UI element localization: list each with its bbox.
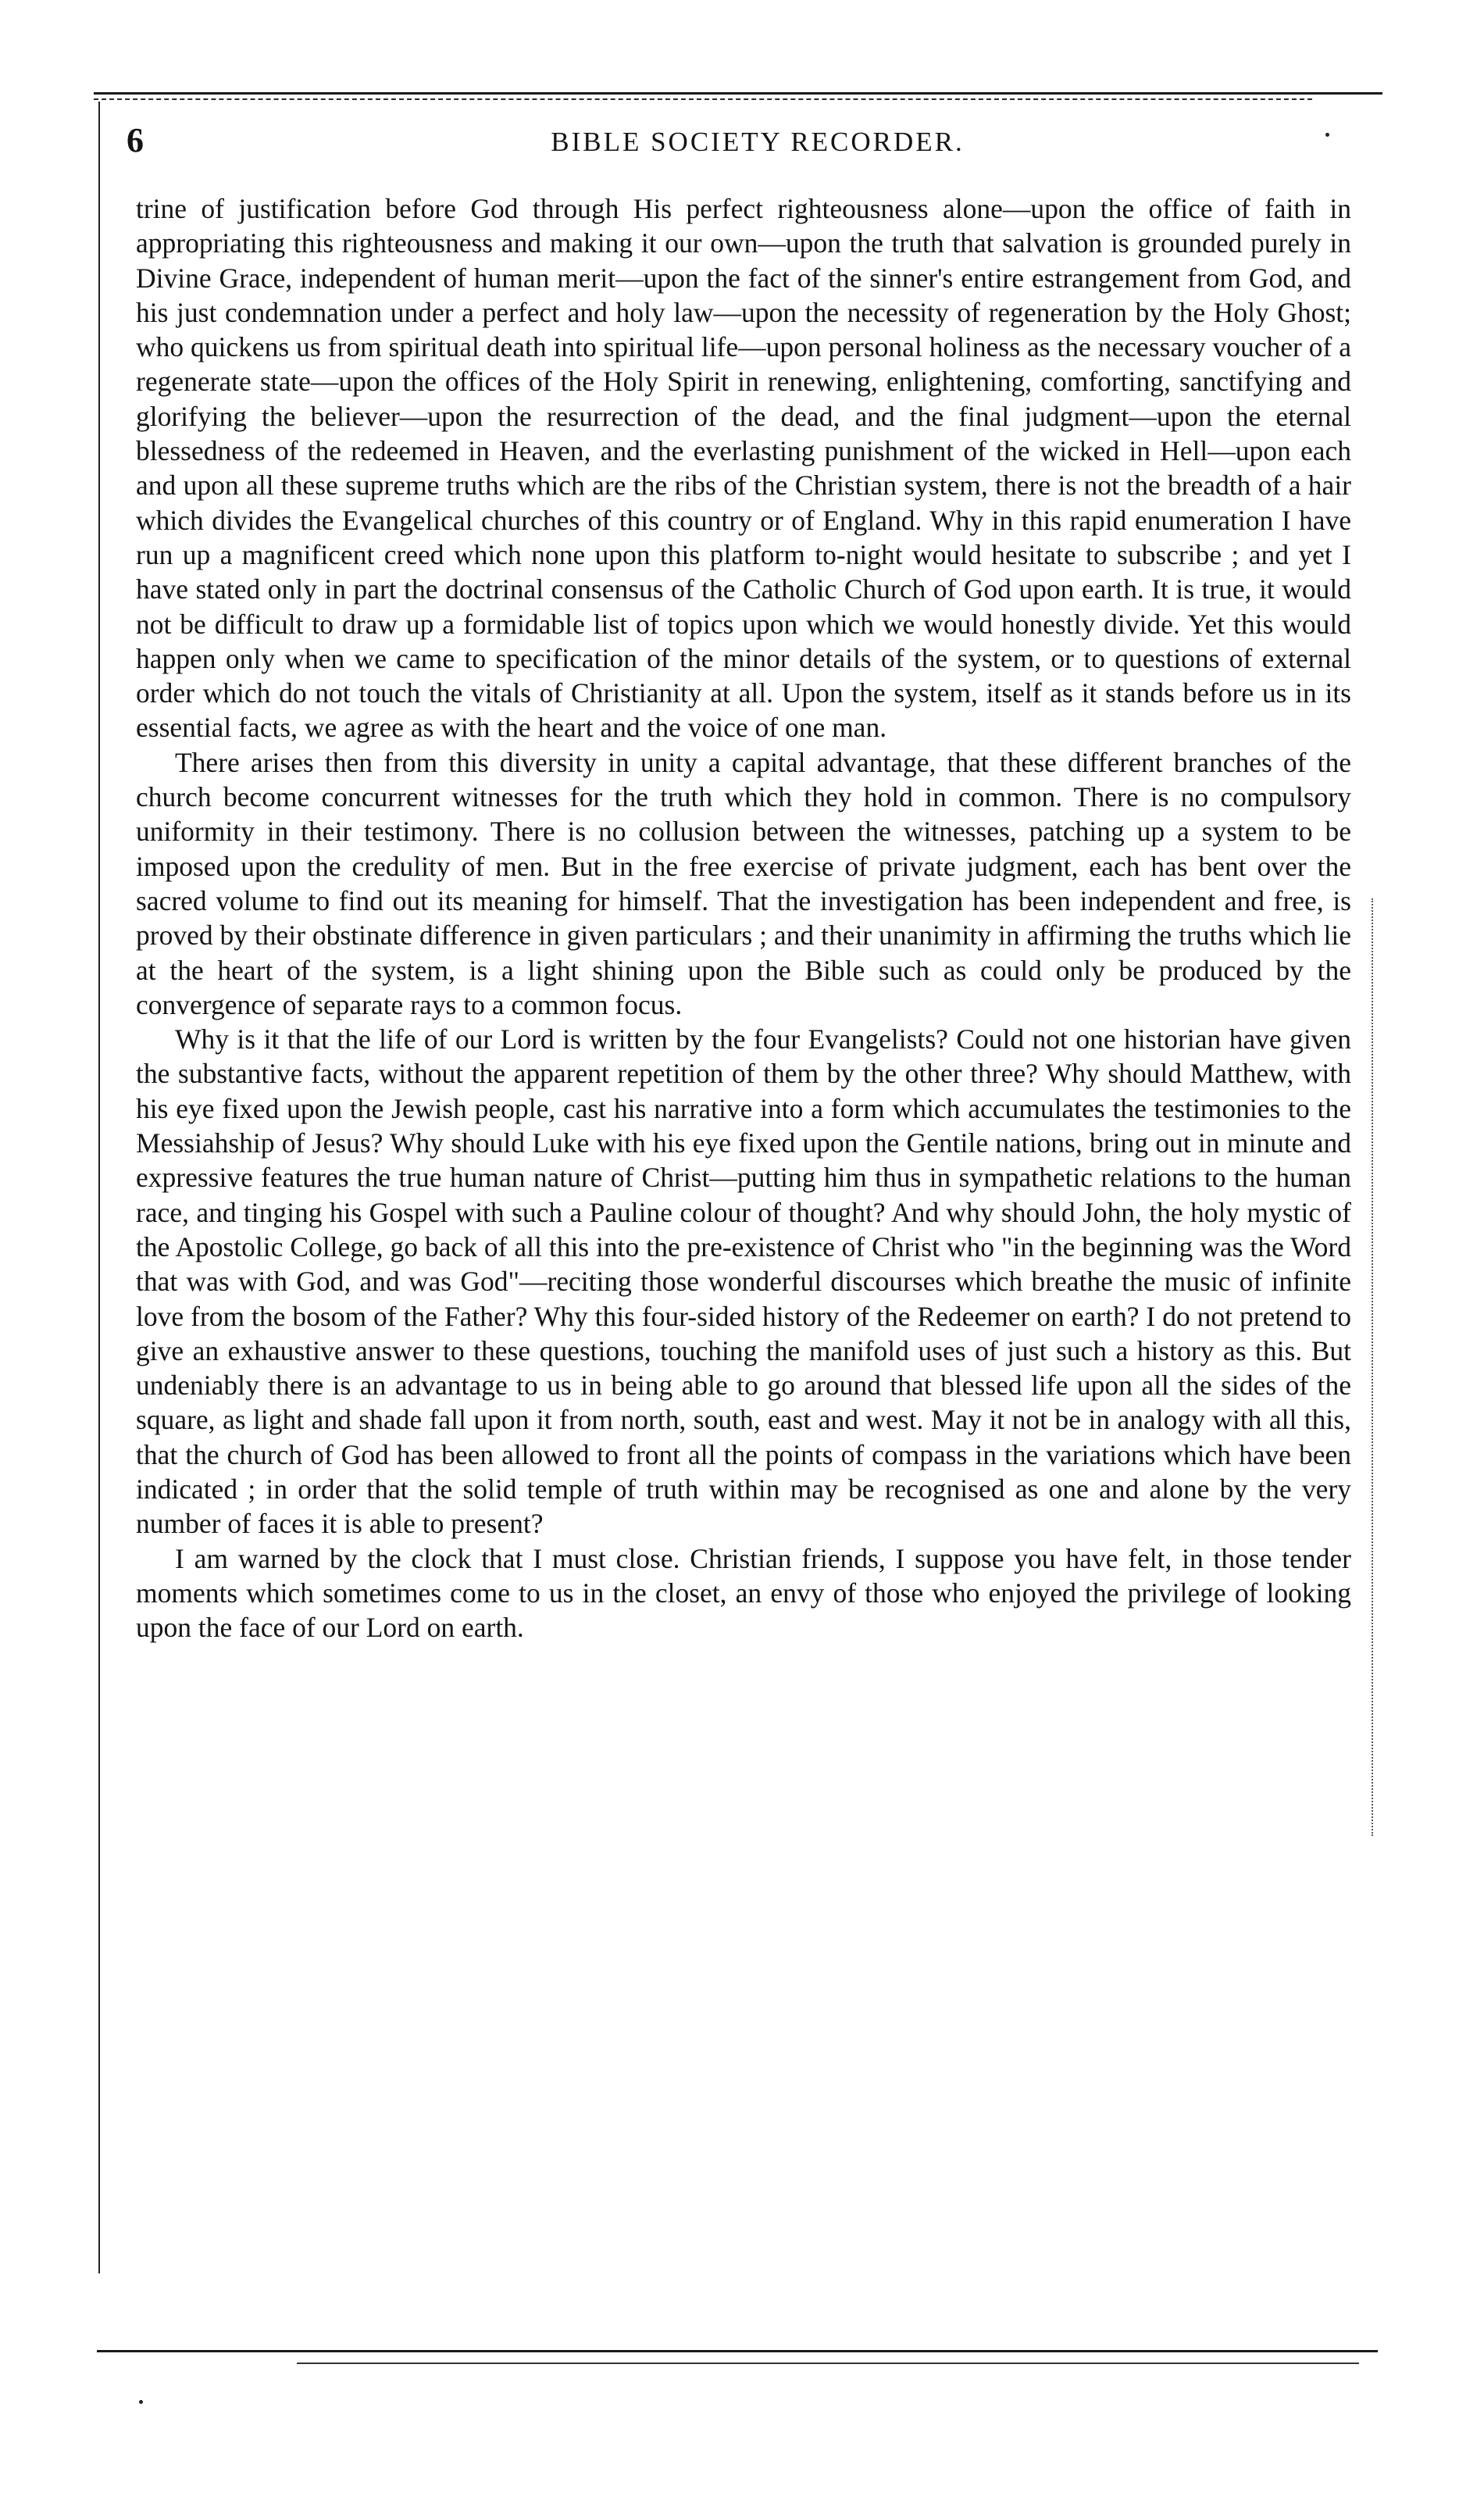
paragraph-1: trine of justification before God through His perfect righteousness alone—upon the office of faith in appropriating this righteousness and making it our own—upon the truth that salvation is grounded purely in Divine Grace, independent of human merit—upon the fact of the sinner's entire estrangement from God, and his just condemnation under a perfect and holy law—upon the necessity of regeneration by the Holy Ghost; who quickens us from spiritual death into spiritual life—upon personal holiness as the necessary voucher of a regenerate state—upon the offices of the Holy Spirit in renewing, enlightening, comforting, sanctifying and glorifying the believer—upon the resurrection of the dead, and the final judgment—upon the eternal blessedness of the redeemed in Heaven, and the everlasting punishment of the wicked in Hell—upon each and upon all these supreme truths which are the ribs of the Christian system, there is not the breadth of a hair which divides the Evangelical churches of this country or of England. Why in this rapid enumeration I have run up a magnificent creed which none upon this platform to-night would hesitate to subscribe ; and yet I have stated only in part the doctrinal consensus of the Catholic Church of God upon earth. It is true, it would not be difficult to draw up a formidable list of topics upon which we would honestly divide. Yet this would happen only when we came to specification of the minor details of the system, or to questions of external order which do not touch the vitals of Christianity at all. Upon the system, itself as it stands before us in its essential facts, we agree as with the heart and the voice of one man. — [136, 193, 1351, 744]
top-rule-secondary — [94, 98, 1312, 100]
paragraph-3: Why is it that the life of our Lord is written by the four Evangelists? Could not one historian have given the substantive facts, without the apparent repetition of them by the other three? Why should Matthew, with his eye fixed upon the Jewish people, cast his narrative into a form which accumulates the testimonies to the Messiahship of Jesus? Why should Luke with his eye fixed upon the Gentile nations, bring out in minute and expressive features the true human nature of Christ—putting him thus in sympathetic relations to the human race, and tinging his Gospel with such a Pauline colour of thought? And why should John, the holy mystic of the Apostolic College, go back of all this into the pre-existence of Christ who "in the beginning was the Word that was with God, and was God"—reciting those wonderful discourses which breathe the music of infinite love from the bosom of the Father? Why this four-sided history of the Redeemer on earth? I do not pretend to give an exhaustive answer to these questions, touching the manifold uses of just such a history as this. But undeniably there is an advantage to us in being able to go around that blessed life upon all the sides of the square, as light and shade fall upon it from north, south, east and west. May it not be in analogy with all this, that the church of God has been allowed to front all the points of compass in the variations which have been indicated ; in order that the solid temple of truth within may be recognised as one and alone by the very number of faces it is able to present? — [136, 1023, 1351, 1540]
paragraph-4: I am warned by the clock that I must close. Christian friends, I suppose you have felt, in those tender moments which sometimes come to us in the closet, an envy of those who enjoyed the privilege of looking upon the face of our Lord on earth. — [136, 1542, 1351, 1644]
left-column-rule — [98, 102, 100, 2273]
print-speck — [139, 2400, 143, 2404]
bottom-rule-secondary — [297, 2362, 1359, 2364]
bottom-rule — [97, 2350, 1378, 2352]
top-rule — [94, 92, 1382, 95]
running-title-text: BIBLE SOCIETY RECORDER. — [551, 127, 965, 157]
paragraph-2: There arises then from this diversity in unity a capital advantage, that these different branches of the church become concurrent witnesses for the truth which they hold in common. There is no compulsory uniformity in their testimony. There is no collusion between the witnesses, patching up a system to be imposed upon the credulity of men. But in the free exercise of private judgment, each has bent over the sacred volume to find out its meaning for himself. That the investigation has been independent and free, is proved by their obstinate difference in given particulars ; and their unanimity in affirming the truths which lie at the heart of the system, is a light shining upon the Bible such as could only be produced by the convergence of separate rays to a common focus. — [136, 746, 1351, 1020]
article-body — [136, 191, 1351, 1645]
right-margin-rule — [1372, 898, 1373, 1836]
running-title — [0, 128, 1484, 156]
page-number: 6 — [127, 121, 144, 159]
print-speck — [1325, 133, 1329, 137]
